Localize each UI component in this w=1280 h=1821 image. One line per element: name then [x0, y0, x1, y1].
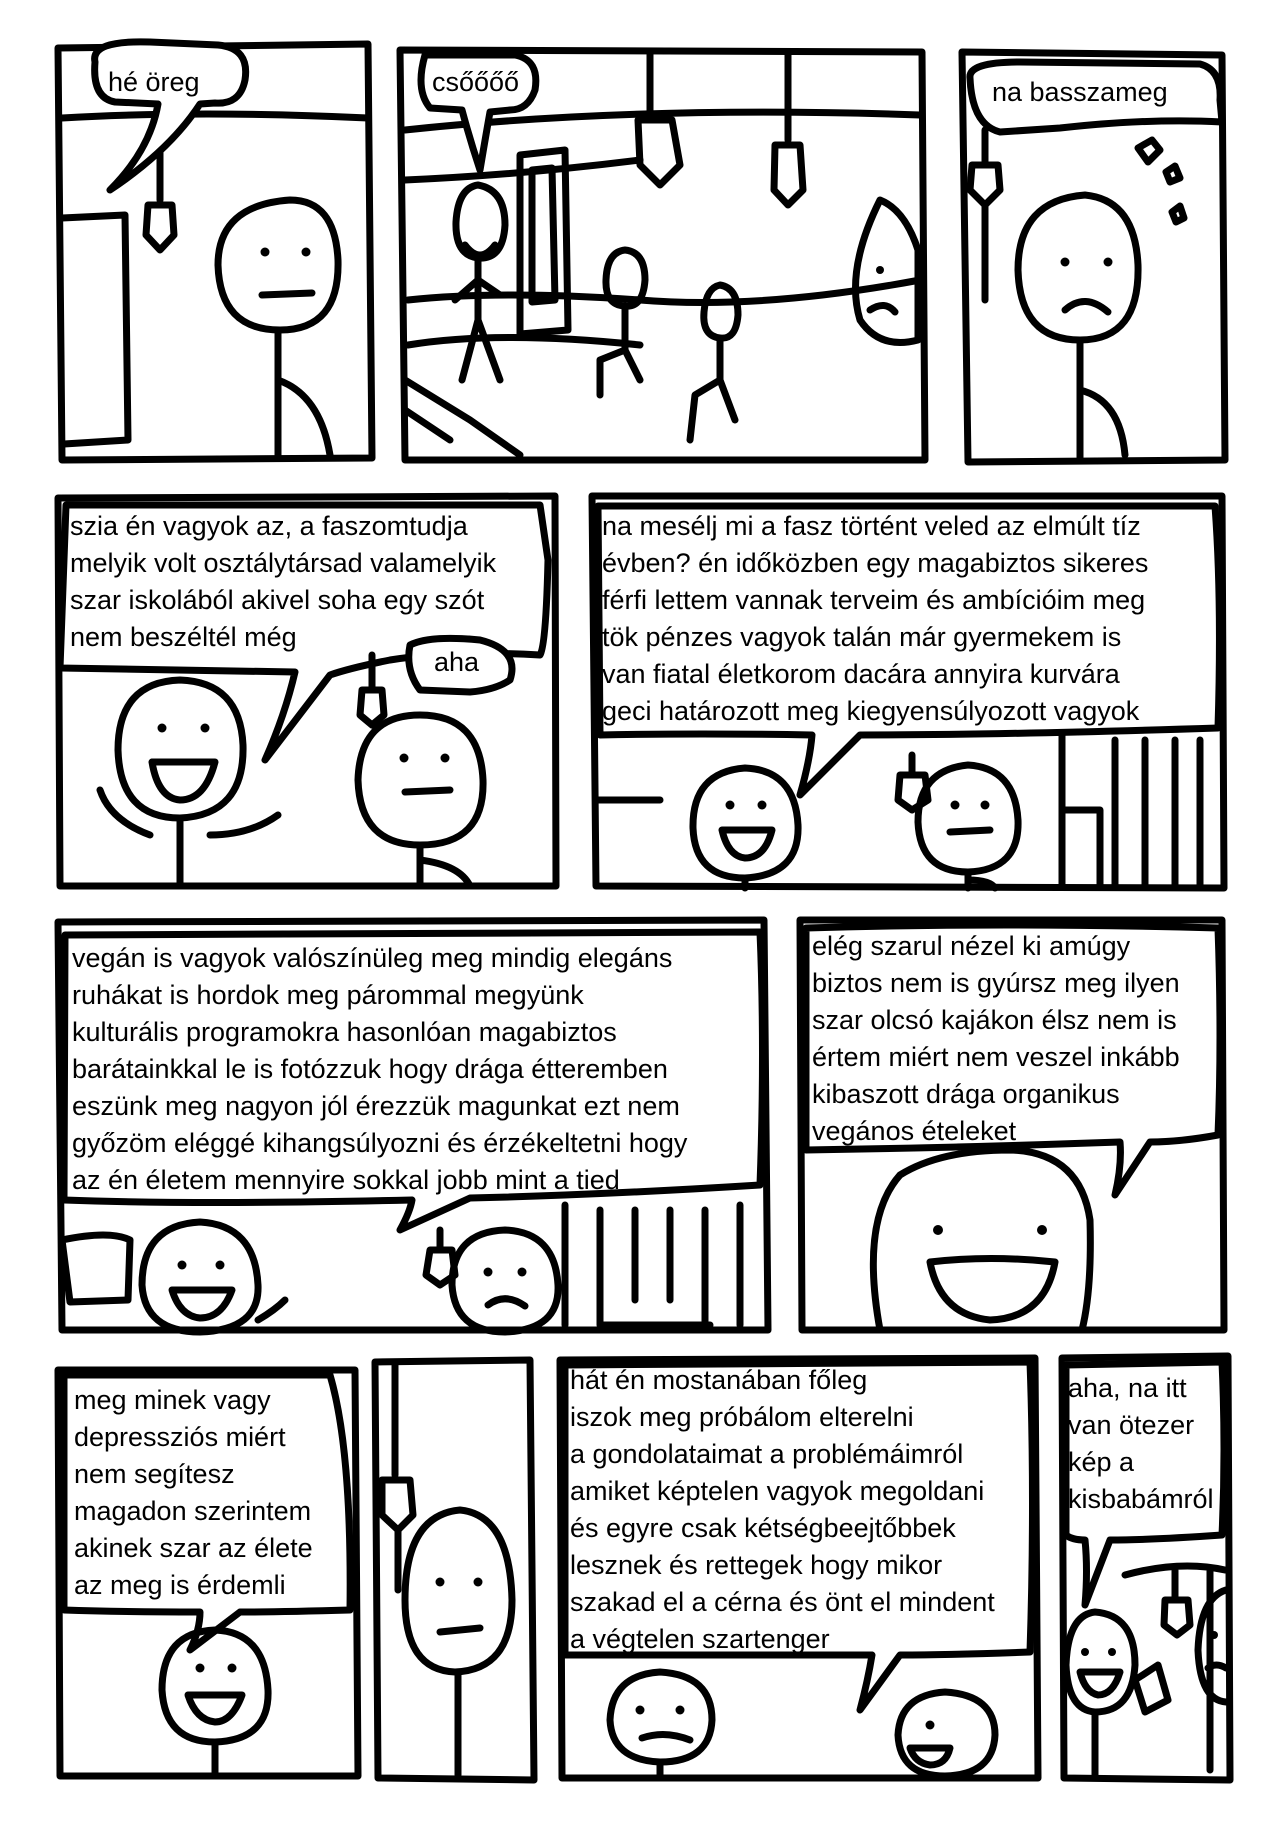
- train-door-back: [520, 150, 568, 334]
- stickman-grinning: [1066, 1612, 1168, 1776]
- bubble-text-panel-5: na mesélj mi a fasz történt veled az elmúlt tíz évben? én időközben egy magabiztos sikeres férfi lettem vannak terveim és ambícióim meg tök pénzes vagyok talán már gyermekem is van fiatal életkorom dacára annyira kurvára geci határozott meg kiegyensúlyozott vagyok: [602, 511, 1149, 726]
- panel-1: [58, 42, 372, 460]
- stickman-disappointed: [405, 1510, 512, 1775]
- bubble-text-panel-1: hé öreg: [108, 67, 200, 97]
- panel-9: [375, 1360, 534, 1780]
- stickman-seated-1: [600, 250, 645, 395]
- stickman-sad: [610, 1672, 712, 1776]
- bubble-text-panel-3: na basszameg: [992, 77, 1168, 107]
- stickman-shouting: [455, 185, 505, 380]
- stickman-neutral: [918, 765, 1018, 888]
- train-window-bars: [1062, 735, 1200, 885]
- bubble-text-panel-11: aha, na itt van ötezer kép a kisbabámról: [1068, 1373, 1214, 1514]
- bubble-text-panel-4: szia én vagyok az, a faszomtudja melyik volt osztálytársad valamelyik szar iskolából akivel soha egy szót nem beszéltél még: [70, 511, 497, 652]
- stickman-sad: [452, 1230, 558, 1332]
- stickman-sad-side: [856, 200, 919, 343]
- bubble-text-panel-10: hát én mostanában főleg iszok meg próbálom elterelni a gondolataimat a problémáimról amiket képtelen vagyok megoldani és egyre csak kétségbeejtőbbek lesznek és rettegek hogy mikor szakad el a cérna és önt el mindent a végtelen szartenger: [570, 1365, 995, 1654]
- hand-strap-icon: [638, 52, 680, 185]
- stickman-unhappy: [1018, 195, 1138, 458]
- reply-text-panel-4: aha: [434, 647, 480, 677]
- stickman-grinning: [162, 1630, 268, 1776]
- panel-3: [962, 52, 1225, 462]
- stickman-mr: [218, 200, 338, 455]
- phone-icon: [1135, 1665, 1168, 1712]
- bubble-text-panel-7: elég szarul nézel ki amúgy biztos nem is gyúrsz meg ilyen szar olcsó kajákon élsz nem is értem miért nem veszel inkább kibaszott drága organikus vegános ételeket: [812, 931, 1180, 1146]
- stickman-seated-2: [690, 285, 738, 440]
- stickman-neutral: [358, 715, 483, 886]
- stickman-grinning: [142, 1222, 285, 1332]
- train-door: [62, 215, 128, 444]
- stickman-grinning: [693, 768, 798, 888]
- hand-strap-icon: [970, 130, 1000, 300]
- stickman-grinning: [100, 680, 278, 886]
- panel-2: [400, 50, 925, 460]
- bubble-text-panel-8: meg minek vagy depressziós miért nem segítesz magadon szerintem akinek szar az élete az meg is érdemli: [74, 1385, 313, 1600]
- hand-strap-icon: [774, 52, 803, 205]
- bubble-text-panel-2: csőőőő: [432, 67, 520, 97]
- train-floor-lines: [405, 380, 520, 455]
- train-window-edge: [62, 114, 368, 118]
- sweat-drops-icon: [1138, 140, 1184, 222]
- bubble-text-panel-6: vegán is vagyok valószínüleg meg mindig elegáns ruhákat is hordok meg párommal megyünk kulturális programokra hasonlóan magabiztos barátainkkal le is fotózzuk hogy drága étteremben eszünk meg nagyon jól érezzük magunkat ezt nem győzöm eléggé kihangsúlyozni és érzékeltetni hogy az én életem mennyire sokkal jobb mint a tied: [72, 943, 688, 1195]
- stickman-grinning: [898, 1692, 995, 1776]
- stickman-closeup-grinning: [873, 1150, 1090, 1330]
